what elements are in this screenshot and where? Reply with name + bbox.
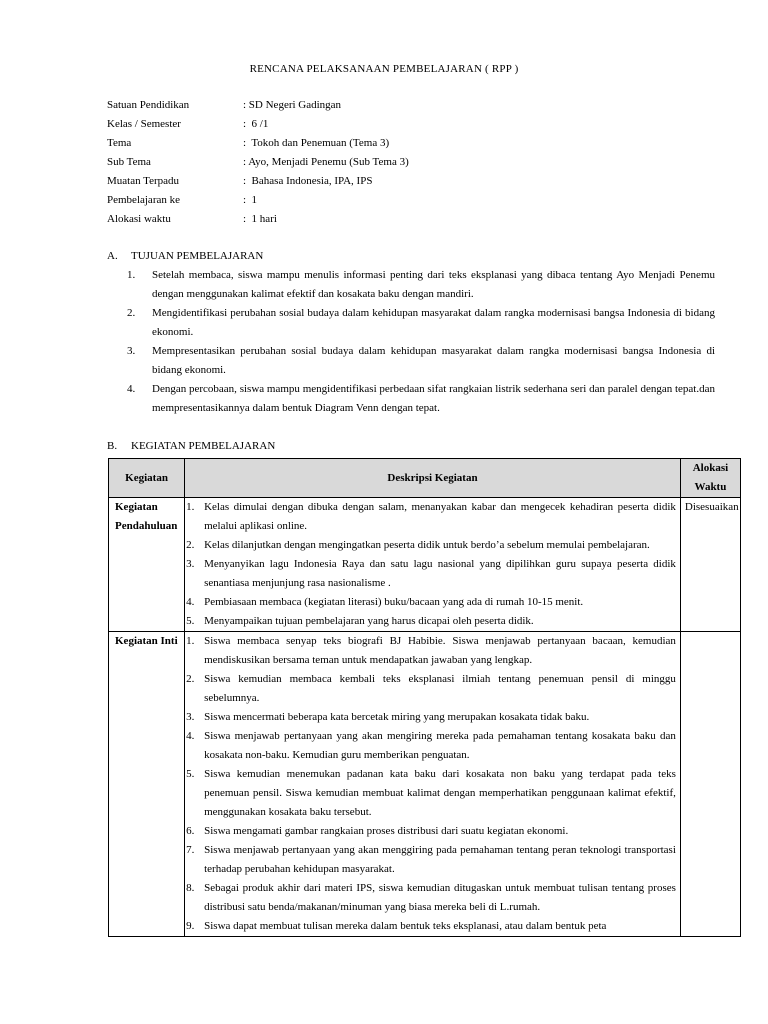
info-row: [107, 96, 667, 115]
info-row: [107, 172, 667, 191]
list-number: 2.: [127, 307, 136, 319]
table-header-row: [109, 459, 741, 498]
list-text: Siswa membaca senyap teks biografi BJ Habibie. Siswa menjawab pertanyaan bacaan, kemudian mendiskusikan bersama teman untuk mendapatkan jawaban yang lengkap.: [204, 635, 676, 666]
info-label: Satuan Pendidikan: [107, 99, 190, 111]
list-item: [185, 612, 676, 631]
list-item: [185, 765, 676, 822]
list-item: [127, 342, 715, 380]
list-item: [127, 380, 715, 418]
list-number: 2.: [186, 673, 195, 685]
list-item: [185, 536, 676, 555]
info-value: : Ayo, Menjadi Penemu (Sub Tema 3): [243, 156, 409, 168]
list-number: 1.: [127, 269, 136, 281]
info-row: [107, 115, 667, 134]
header-alokasi: Alokasi Waktu: [680, 459, 740, 498]
info-row: [107, 191, 667, 210]
list-number: 1.: [186, 635, 195, 647]
info-value: : Bahasa Indonesia, IPA, IPS: [243, 175, 373, 187]
list-item: [185, 841, 676, 879]
list-text: Mengidentifikasi perubahan sosial budaya dalam kehidupan masyarakat dalam rangka modernisasi bangsa Indonesia di bidang ekonomi.: [152, 307, 715, 338]
list-number: 3.: [186, 558, 195, 570]
info-value: : 1 hari: [243, 213, 277, 225]
table-row: [109, 632, 741, 937]
kegiatan-inti-label: [109, 632, 185, 937]
list-number: 8.: [186, 882, 195, 894]
section-title: TUJUAN PEMBELAJARAN: [131, 250, 264, 262]
info-value: : SD Negeri Gadingan: [243, 99, 342, 111]
section-a-heading: [107, 247, 263, 266]
info-label: Alokasi waktu: [107, 213, 171, 225]
list-text: Siswa mengamati gambar rangkaian proses distribusi dari suatu kegiatan ekonomi.: [204, 825, 569, 837]
inti-description: [185, 632, 681, 937]
list-number: 4.: [186, 596, 195, 608]
section-letter: B.: [107, 440, 118, 452]
list-number: 6.: [186, 825, 195, 837]
list-text: Siswa menjawab pertanyaan yang akan mengiring mereka pada pemahaman tentang kosakata baku dan kosakata non-baku. Kemudian guru memberikan penguatan.: [204, 730, 676, 761]
pendahuluan-description: [185, 498, 681, 632]
list-text: Siswa dapat membuat tulisan mereka dalam bentuk teks eksplanasi, atau dalam bentuk peta: [204, 920, 607, 932]
list-number: 3.: [186, 711, 195, 723]
info-label: Tema: [107, 137, 132, 149]
list-text: Siswa mencermati beberapa kata bercetak miring yang merupakan kosakata tidak baku.: [204, 711, 590, 723]
list-text: Siswa kemudian membaca kembali teks eksplanasi ilmiah tentang penemuan pensil di minggu sebelumnya.: [204, 673, 676, 704]
document-title: RENCANA PELAKSANAAN PEMBELAJARAN ( RPP ): [249, 63, 519, 75]
list-text: Siswa kemudian menemukan padanan kata baku dari kosakata non baku yang terdapat pada teks penemuan pensil. Siswa kemudian membuat kalimat dengan memperhatikan penggunaan kalimat efektif, menggunakan kosakata baku tersebut.: [204, 768, 676, 818]
list-text: Mempresentasikan perubahan sosial budaya dalam kehidupan masyarakat dalam rangka modernisasi bangsa Indonesia di bidang ekonomi.: [152, 345, 715, 376]
info-row: [107, 134, 667, 153]
info-label: Kelas / Semester: [107, 118, 181, 130]
kegiatan-inti-text: Kegiatan Inti: [115, 635, 178, 647]
list-text: Menyampaikan tujuan pembelajaran yang harus dicapai oleh peserta didik.: [204, 615, 534, 627]
alokasi-pendahuluan: Disesuaikan: [680, 498, 740, 632]
list-number: 1.: [186, 501, 195, 513]
list-item: [185, 879, 676, 917]
list-text: Sebagai produk akhir dari materi IPS, siswa kemudian ditugaskan untuk membuat tulisan tentang proses distribusi satu benda/makanan/minuman yang biasa mereka beli di L.rumah.: [204, 882, 676, 913]
pendahuluan-steps: [185, 498, 680, 631]
learning-objectives-list: [127, 266, 715, 418]
info-label: Muatan Terpadu: [107, 175, 180, 187]
list-item: [185, 670, 676, 708]
kegiatan-pendahuluan-label: Kegiatan Pendahuluan: [109, 498, 185, 632]
list-text: Setelah membaca, siswa mampu menulis informasi penting dari teks eksplanasi yang dibaca tentang Ayo Menjadi Penemu dengan menggunakan kalimat efektif dan kosakata baku dengan mandiri.: [152, 269, 715, 300]
list-item: [185, 498, 676, 536]
list-item: [185, 822, 676, 841]
info-row: [107, 153, 667, 172]
list-item: [185, 593, 676, 612]
list-text: Pembiasaan membaca (kegiatan literasi) buku/bacaan yang ada di rumah 10-15 menit.: [204, 596, 584, 608]
list-number: 4.: [186, 730, 195, 742]
list-number: 7.: [186, 844, 195, 856]
header-deskripsi: Deskripsi Kegiatan: [185, 459, 681, 498]
section-letter: A.: [107, 250, 118, 262]
info-row: [107, 210, 667, 229]
activities-table: [108, 458, 741, 937]
info-value: : 6 /1: [243, 118, 269, 130]
info-value: : Tokoh dan Penemuan (Tema 3): [243, 137, 390, 149]
info-label: Sub Tema: [107, 156, 151, 168]
section-title: KEGIATAN PEMBELAJARAN: [131, 440, 276, 452]
inti-steps: [185, 632, 680, 936]
identity-info-block: [107, 96, 667, 229]
header-kegiatan: Kegiatan: [109, 459, 185, 498]
list-item: [127, 304, 715, 342]
list-item: [185, 917, 676, 936]
list-text: Kelas dilanjutkan dengan mengingatkan peserta didik untuk berdo’a sebelum memulai pembelajaran.: [204, 539, 650, 551]
list-text: Siswa menjawab pertanyaan yang akan menggiring pada pemahaman tentang peran teknologi transportasi terhadap perubahan kehidupan masyarakat.: [204, 844, 676, 875]
list-number: 4.: [127, 383, 136, 395]
list-text: Menyanyikan lagu Indonesia Raya dan satu lagu nasional yang dipilihkan guru supaya peserta didik senantiasa menjunjung rasa nasionalisme .: [204, 558, 676, 589]
list-item: [185, 555, 676, 593]
list-item: [185, 632, 676, 670]
list-item: [127, 266, 715, 304]
alokasi-inti: [680, 632, 740, 937]
list-number: 5.: [186, 768, 195, 780]
list-text: Kelas dimulai dengan dibuka dengan salam, menanyakan kabar dan mengecek kehadiran peserta didik melalui aplikasi online.: [204, 501, 676, 532]
list-item: [185, 727, 676, 765]
section-b-heading: [107, 437, 275, 456]
list-number: 5.: [186, 615, 195, 627]
list-item: [185, 708, 676, 727]
list-text: Dengan percobaan, siswa mampu mengidentifikasi perbedaan sifat rangkaian listrik sederhana seri dan paralel dengan tepat.dan mempresentasikannya dalam bentuk Diagram Venn dengan tepat.: [152, 383, 715, 414]
list-number: 3.: [127, 345, 136, 357]
info-value: : 1: [243, 194, 258, 206]
list-number: 9.: [186, 920, 195, 932]
table-row: [109, 498, 741, 632]
list-number: 2.: [186, 539, 195, 551]
info-label: Pembelajaran ke: [107, 194, 180, 206]
